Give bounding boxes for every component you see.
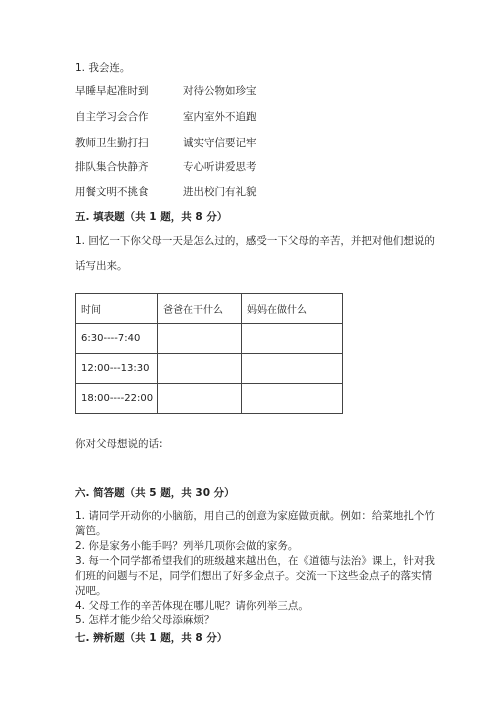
parents-schedule-table [75,293,343,414]
table-cell-time: 12:00---13:30 [76,354,158,384]
table-row [76,384,343,414]
match-right-item: 进出校门有礼貌 [183,186,257,198]
section-6-line: 2. 你是家务小能手吗？列举几项你会做的家务。 [75,540,299,552]
match-right-item: 对待公物如珍宝 [183,85,257,97]
section-6-line: 篱笆。 [75,525,107,537]
table-cell-mom[interactable] [242,324,343,354]
table-header-row [76,294,343,324]
match-left-item: 用餐文明不挑食 [75,186,149,198]
match-left-item: 教师卫生勤打扫 [75,137,149,149]
match-left-item: 排队集合快静齐 [75,161,149,173]
table-cell-dad[interactable] [158,324,242,354]
q1-title: 1. 我会连。 [75,62,131,74]
match-right-item: 诚实守信要记牢 [183,137,257,149]
section-7-header: 七. 辨析题（共 1 题，共 8 分） [75,632,228,644]
match-left-item: 早睡早起准时到 [75,85,149,97]
table-cell-mom[interactable] [242,384,343,414]
section-5-question-line: 1. 回忆一下你父母一天是怎么过的，感受一下父母的辛苦，并把对他们想说的 [75,235,435,247]
section-5-question-line: 话写出来。 [75,260,128,272]
section-6-line: 4. 父母工作的辛苦体现在哪儿呢？请你列举三点。 [75,600,309,612]
table-header-cell: 时间 [76,294,158,324]
section-6-line: 1. 请同学开动你的小脑筋，用自己的创意为家庭做贡献。例如：给菜地扎个竹 [75,510,435,522]
table-row [76,324,343,354]
table-cell-mom[interactable] [242,354,343,384]
match-left-item: 自主学习会合作 [75,111,149,123]
match-right-item: 专心听讲爱思考 [183,161,257,173]
match-right-item: 室内室外不追跑 [183,111,257,123]
table-row [76,354,343,384]
table-cell-time: 6:30----7:40 [76,324,158,354]
table-cell-time: 18:00----22:00 [76,384,158,414]
say-to-parents-label: 你对父母想说的话: [75,438,163,450]
section-6-line: 们班的问题与不足，同学们想出了好多金点子。交流一下这些金点子的落实情 [75,570,432,582]
table-header-cell: 爸爸在干什么 [158,294,242,324]
section-6-line: 况吧。 [75,585,107,597]
section-5-header: 五. 填表题（共 1 题，共 8 分） [75,211,228,223]
table-cell-dad[interactable] [158,354,242,384]
table-header-cell: 妈妈在做什么 [242,294,343,324]
section-6-header: 六. 简答题（共 5 题，共 30 分） [75,487,235,499]
table-cell-dad[interactable] [158,384,242,414]
section-6-line: 5. 怎样才能少给父母添麻烦？ [75,614,215,626]
section-6-line: 3. 每一个同学都希望我们的班级越来越出色，在《道德与法治》课上，针对我 [75,555,435,567]
